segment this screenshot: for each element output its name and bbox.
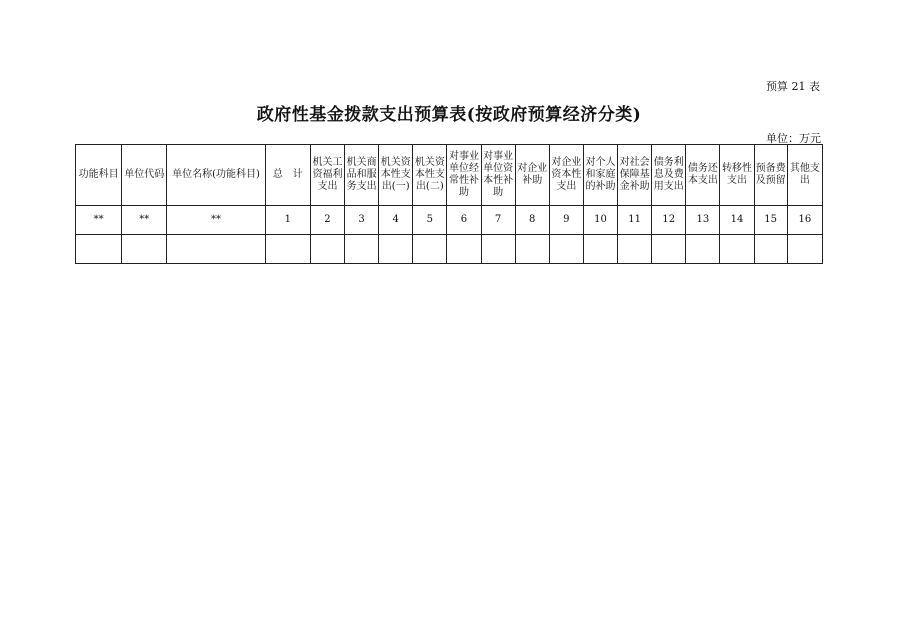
table-cell: [652, 235, 686, 264]
table-cell: 8: [515, 206, 549, 235]
table-cell: [122, 235, 167, 264]
table-cell: [413, 235, 447, 264]
table-cell: 10: [583, 206, 617, 235]
column-header: 对事业单位经常性补助: [447, 145, 481, 206]
column-header: 转移性支出: [720, 145, 754, 206]
table-row: [76, 206, 823, 235]
page-title: 政府性基金拨款支出预算表(按政府预算经济分类): [256, 105, 642, 125]
table-cell: [686, 235, 720, 264]
table-cell: **: [167, 206, 265, 235]
table-header-row: [76, 145, 823, 206]
table-cell: 14: [720, 206, 754, 235]
form-number: 预算 21 表: [766, 80, 820, 93]
table-cell: 6: [447, 206, 481, 235]
table-cell: **: [76, 206, 122, 235]
table-cell: 9: [549, 206, 583, 235]
table-row: [76, 235, 823, 264]
column-header: 债务还本支出: [686, 145, 720, 206]
table-cell: [345, 235, 379, 264]
column-header: 预备费及预留: [754, 145, 787, 206]
unit-label: 单位：万元: [766, 132, 821, 145]
column-header: 单位代码: [122, 145, 167, 206]
column-header: 机关工资福利支出: [310, 145, 344, 206]
table-cell: 4: [379, 206, 413, 235]
table-cell: 1: [265, 206, 310, 235]
table-cell: [720, 235, 754, 264]
column-header: 对企业资本性支出: [549, 145, 583, 206]
column-header: 总 计: [265, 145, 310, 206]
column-header: 其他支出: [787, 145, 822, 206]
table-cell: [787, 235, 822, 264]
table-cell: [515, 235, 549, 264]
table-cell: [167, 235, 265, 264]
column-header: 功能科目: [76, 145, 122, 206]
table-cell: 12: [652, 206, 686, 235]
table-cell: [583, 235, 617, 264]
budget-table: [75, 144, 823, 264]
column-header: 对事业单位资本性补助: [481, 145, 515, 206]
table-cell: 2: [310, 206, 344, 235]
table-cell: [310, 235, 344, 264]
table-cell: [447, 235, 481, 264]
column-header: 机关商品和服务支出: [345, 145, 379, 206]
table-cell: [618, 235, 652, 264]
table-cell: [549, 235, 583, 264]
table-cell: 3: [345, 206, 379, 235]
table-cell: [379, 235, 413, 264]
column-header: 对个人和家庭的补助: [583, 145, 617, 206]
column-header: 债务利息及费用支出: [652, 145, 686, 206]
table-cell: 13: [686, 206, 720, 235]
table-cell: 5: [413, 206, 447, 235]
column-header: 单位名称(功能科目): [167, 145, 265, 206]
column-header: 对社会保障基金补助: [618, 145, 652, 206]
table-cell: **: [122, 206, 167, 235]
column-header: 对企业补助: [515, 145, 549, 206]
table-cell: 16: [787, 206, 822, 235]
table-cell: [481, 235, 515, 264]
table-cell: 11: [618, 206, 652, 235]
table-cell: [265, 235, 310, 264]
column-header: 机关资本性支出(二): [413, 145, 447, 206]
column-header: 机关资本性支出(一): [379, 145, 413, 206]
table-cell: [754, 235, 787, 264]
table-cell: [76, 235, 122, 264]
table-cell: 15: [754, 206, 787, 235]
table-cell: 7: [481, 206, 515, 235]
